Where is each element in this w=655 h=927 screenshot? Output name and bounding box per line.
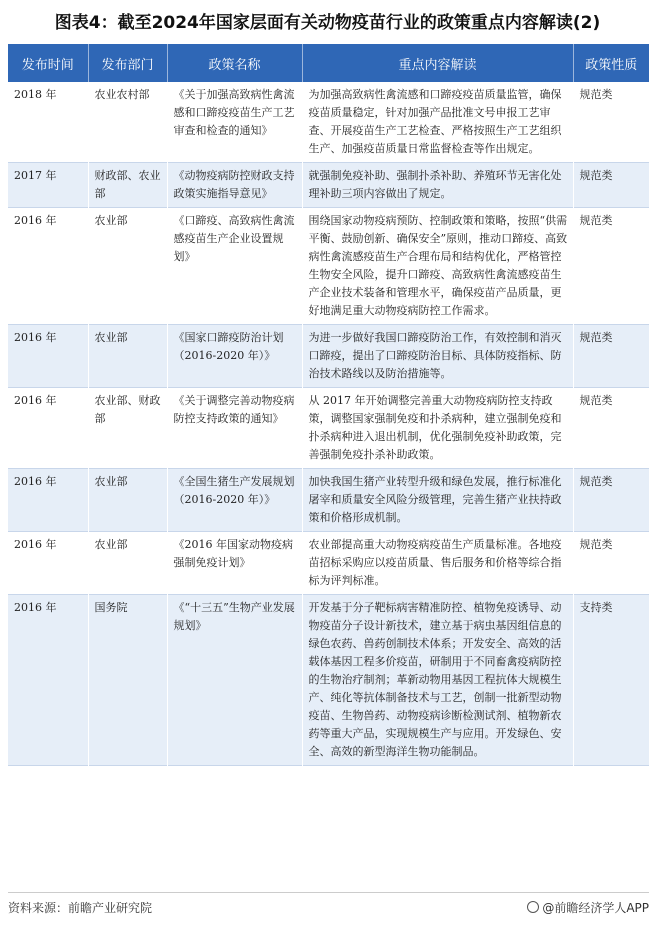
cell-policy-name: 《全国生猪生产发展规划（2016-2020 年）》 (167, 469, 302, 532)
cell-department: 国务院 (88, 595, 167, 766)
cell-content: 农业部提高重大动物疫病疫苗生产质量标准。各地疫苗招标采购应以疫苗质量、售后服务和价格等综合指标为评判标准。 (302, 532, 573, 595)
cell-policy-name: 《国家口蹄疫防治计划（2016-2020 年）》 (167, 325, 302, 388)
cell-year: 2017 年 (8, 163, 88, 208)
cell-year: 2016 年 (8, 469, 88, 532)
header-date: 发布时间 (8, 44, 88, 82)
cell-year: 2016 年 (8, 388, 88, 469)
cell-policy-name: 《“十三五”生物产业发展规划》 (167, 595, 302, 766)
brand-logo-icon (527, 901, 539, 913)
cell-nature: 规范类 (573, 325, 649, 388)
cell-department: 农业部 (88, 532, 167, 595)
cell-year: 2016 年 (8, 532, 88, 595)
cell-nature: 规范类 (573, 388, 649, 469)
brand-credit-text: @前瞻经济学人APP (542, 901, 649, 915)
header-department: 发布部门 (88, 44, 167, 82)
brand-credit (527, 899, 649, 916)
cell-content: 从 2017 年开始调整完善重大动物疫病防控支持政策，调整国家强制免疫和扑杀病种，建立强制免疫和扑杀病种进入退出机制，优化强制免疫补助政策，完善强制免疫扑杀补助政策。 (302, 388, 573, 469)
cell-policy-name: 《动物疫病防控财政支持政策实施指导意见》 (167, 163, 302, 208)
cell-policy-name: 《2016 年国家动物疫病强制免疫计划》 (167, 532, 302, 595)
policy-table (8, 44, 649, 766)
source-note: 资料来源：前瞻产业研究院 (8, 901, 153, 915)
table-row (8, 325, 649, 388)
table-row (8, 208, 649, 325)
cell-nature: 支持类 (573, 595, 649, 766)
cell-department: 农业部、财政部 (88, 388, 167, 469)
table-header-row (8, 44, 649, 82)
cell-nature: 规范类 (573, 82, 649, 163)
footer-divider (8, 892, 649, 893)
cell-content: 开发基于分子靶标病害精准防控、植物免疫诱导、动物疫苗分子设计新技术，建立基于病虫基因组信息的绿色农药、兽药创制技术体系；开发安全、高效的活载体基因工程多价疫苗，研制用于不同畜禽疫病防控的生物治疗制剂；革新动物用基因工程抗体大规模生产、纯化等抗体制备技术与工艺，创制一批新型动物疫苗、生物兽药、动物疫病诊断检测试剂、植物新农药等重大产品，实现规模生产与应用。开发绿色、安全、高效的新型海洋生物功能制品。 (302, 595, 573, 766)
cell-content: 围绕国家动物疫病预防、控制政策和策略，按照“供需平衡、鼓励创新、确保安全”原则，推动口蹄疫、高致病性禽流感疫苗生产合理布局和结构优化，严格管控生物安全风险，提升口蹄疫、高致病性禽流感疫苗生产企业技术装备和管理水平，确保疫苗产品质量，更好地满足重大动物疫病防控工作需求。 (302, 208, 573, 325)
header-key-content: 重点内容解读 (302, 44, 573, 82)
cell-policy-name: 《关于加强高致病性禽流感和口蹄疫疫苗生产工艺审查和检查的通知》 (167, 82, 302, 163)
cell-policy-name: 《口蹄疫、高致病性禽流感疫苗生产企业设置规划》 (167, 208, 302, 325)
cell-nature: 规范类 (573, 163, 649, 208)
cell-nature: 规范类 (573, 208, 649, 325)
table-row (8, 388, 649, 469)
table-row (8, 82, 649, 163)
cell-content: 为加强高致病性禽流感和口蹄疫疫苗质量监管，确保疫苗质量稳定，针对加强产品批准文号申报工艺审查、开展疫苗生产工艺检查、严格按照生产工艺组织生产、加强疫苗质量日常监督检查等作出规定。 (302, 82, 573, 163)
header-policy-nature: 政策性质 (573, 44, 649, 82)
cell-department: 农业部 (88, 208, 167, 325)
page-title: 图表4：截至2024年国家层面有关动物疫苗行业的政策重点内容解读(2) (54, 13, 601, 33)
cell-year: 2016 年 (8, 208, 88, 325)
table-row (8, 163, 649, 208)
cell-department: 农业部 (88, 325, 167, 388)
table-row (8, 595, 649, 766)
cell-year: 2016 年 (8, 595, 88, 766)
cell-department: 财政部、农业部 (88, 163, 167, 208)
cell-department: 农业部 (88, 469, 167, 532)
cell-content: 为进一步做好我国口蹄疫防治工作，有效控制和消灭口蹄疫，提出了口蹄疫防治目标、具体防疫指标、防治技术路线以及防治措施等。 (302, 325, 573, 388)
cell-policy-name: 《关于调整完善动物疫病防控支持政策的通知》 (167, 388, 302, 469)
table-row (8, 469, 649, 532)
cell-nature: 规范类 (573, 532, 649, 595)
header-policy-name: 政策名称 (167, 44, 302, 82)
cell-department: 农业农村部 (88, 82, 167, 163)
cell-content: 加快我国生猪产业转型升级和绿色发展，推行标准化屠宰和质量安全风险分级管理，完善生猪产业扶持政策和价格形成机制。 (302, 469, 573, 532)
cell-year: 2018 年 (8, 82, 88, 163)
table-row (8, 532, 649, 595)
cell-content: 就强制免疫补助、强制扑杀补助、养殖环节无害化处理补助三项内容做出了规定。 (302, 163, 573, 208)
cell-nature: 规范类 (573, 469, 649, 532)
cell-year: 2016 年 (8, 325, 88, 388)
